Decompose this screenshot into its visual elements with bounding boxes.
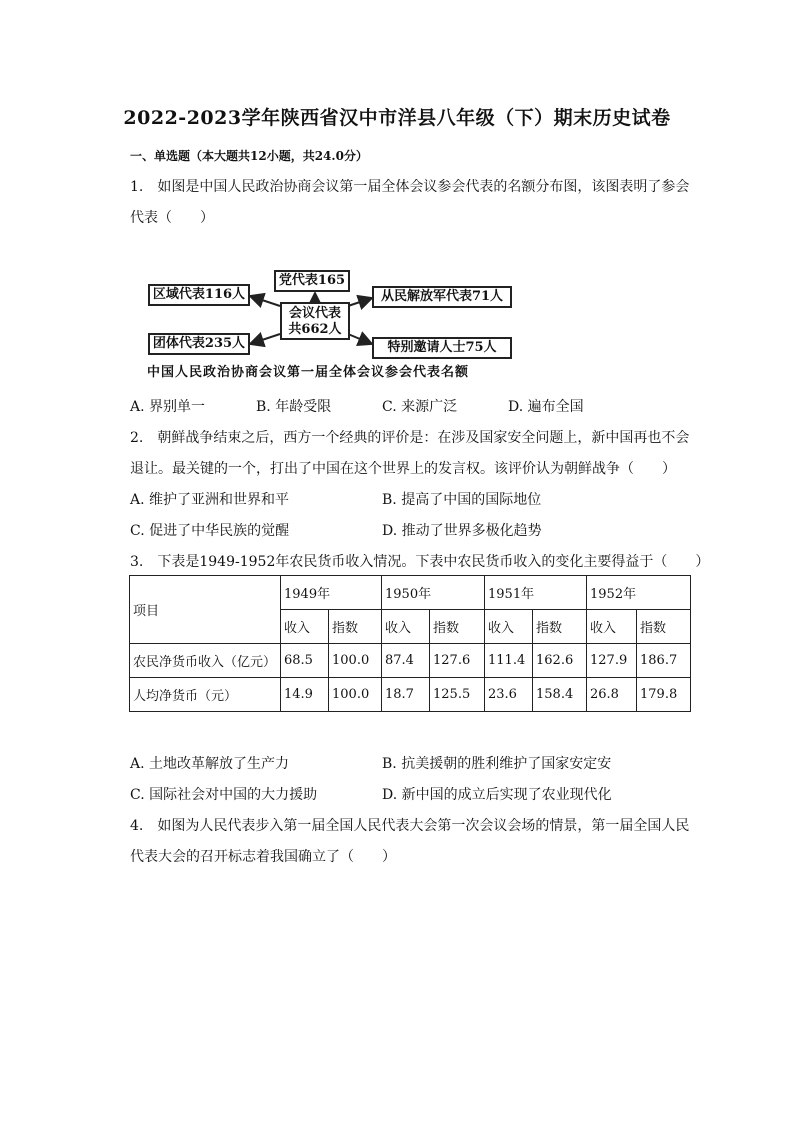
question-2-text-cont: 退让。最关键的一个，打出了中国在这个世界上的发言权。该评价认为朝鲜战争（ ） (130, 461, 676, 477)
diagram-box-center (280, 302, 350, 340)
table-cell: 14.9 (281, 678, 329, 712)
diagram-center-line1: 会议代表 (288, 306, 341, 321)
diagram-box-regional: 区域代表116人 (148, 284, 250, 306)
question-1-text-cont: 代表（ ） (130, 210, 214, 226)
q1-option-a[interactable]: A. 界别单一 (130, 399, 206, 415)
table-subheader: 收入 (382, 610, 430, 644)
q2-option-d[interactable]: D. 推动了世界多极化趋势 (382, 523, 542, 539)
table-year-header: 1949年 (281, 576, 382, 610)
q3-option-a[interactable]: A. 土地改革解放了生产力 (130, 756, 290, 772)
table-row-label: 农民净货币收入（亿元） (130, 644, 281, 678)
question-1-text: 1. 如图是中国人民政治协商会议第一届全体会议参会代表的名额分布图，该图表明了参会 (130, 179, 690, 195)
table-row (130, 678, 691, 712)
table-cell: 125.5 (430, 678, 485, 712)
table-cell: 179.8 (637, 678, 691, 712)
table-subheader: 收入 (281, 610, 329, 644)
table-subheader: 指数 (329, 610, 382, 644)
table-cell: 68.5 (281, 644, 329, 678)
diagram-box-party: 党代表165 (274, 270, 350, 292)
table-subheader: 指数 (533, 610, 587, 644)
q2-option-b[interactable]: B. 提高了中国的国际地位 (382, 492, 542, 508)
q2-option-a[interactable]: A. 维护了亚洲和世界和平 (130, 492, 290, 508)
table-header-row (130, 576, 691, 610)
diagram-box-army: 从民解放军代表71人 (372, 286, 512, 308)
table-cell: 100.0 (329, 644, 382, 678)
q3-option-b[interactable]: B. 抗美援朝的胜利维护了国家安定安 (382, 756, 612, 772)
table-cell: 158.4 (533, 678, 587, 712)
q3-option-c[interactable]: C. 国际社会对中国的大力援助 (130, 787, 318, 803)
table-year-header: 1950年 (382, 576, 485, 610)
question-3-text: 3. 下表是1949-1952年农民货币收入情况。下表中农民货币收入的变化主要得益于（ ） (130, 554, 710, 570)
table-cell: 186.7 (637, 644, 691, 678)
table-item-header: 项目 (130, 576, 281, 644)
question-4-text: 4. 如图为人民代表步入第一届全国人民代表大会第一次会议会场的情景，第一届全国人民 (130, 818, 690, 834)
question-2-text: 2. 朝鲜战争结束之后，西方一个经典的评价是：在涉及国家安全问题上，新中国再也不会 (130, 430, 690, 446)
q1-option-d[interactable]: D. 遍布全国 (508, 399, 584, 415)
table-subheader: 收入 (587, 610, 637, 644)
table-cell: 87.4 (382, 644, 430, 678)
table-row (130, 644, 691, 678)
table-cell: 26.8 (587, 678, 637, 712)
table-cell: 127.9 (587, 644, 637, 678)
table-row-label: 人均净货币（元） (130, 678, 281, 712)
diagram-center-line2: 共662人 (288, 322, 342, 337)
table-year-header: 1952年 (587, 576, 691, 610)
q2-option-c[interactable]: C. 促进了中华民族的觉醒 (130, 523, 290, 539)
table-subheader: 指数 (430, 610, 485, 644)
table-cell: 127.6 (430, 644, 485, 678)
table-year-header: 1951年 (485, 576, 587, 610)
q1-option-b[interactable]: B. 年龄受限 (256, 399, 332, 415)
q1-option-c[interactable]: C. 来源广泛 (382, 399, 458, 415)
table-subheader: 收入 (485, 610, 533, 644)
diagram-box-invited: 特别邀请人士75人 (372, 337, 512, 359)
table-cell: 162.6 (533, 644, 587, 678)
diagram-box-group: 团体代表235人 (148, 333, 250, 355)
table-cell: 111.4 (485, 644, 533, 678)
question-4-text-cont: 代表大会的召开标志着我国确立了（ ） (130, 849, 396, 865)
table-cell: 18.7 (382, 678, 430, 712)
diagram-caption: 中国人民政治协商会议第一届全体会议参会代表名额 (147, 365, 470, 380)
table-cell: 100.0 (329, 678, 382, 712)
section-heading: 一、单选题（本大题共12小题，共24.0分） (130, 149, 368, 163)
table-cell: 23.6 (485, 678, 533, 712)
page-title: 2022-2023学年陕西省汉中市洋县八年级（下）期末历史试卷 (123, 107, 671, 129)
q3-option-d[interactable]: D. 新中国的成立后实现了农业现代化 (382, 787, 612, 803)
income-table (129, 575, 691, 712)
table-subheader: 指数 (637, 610, 691, 644)
